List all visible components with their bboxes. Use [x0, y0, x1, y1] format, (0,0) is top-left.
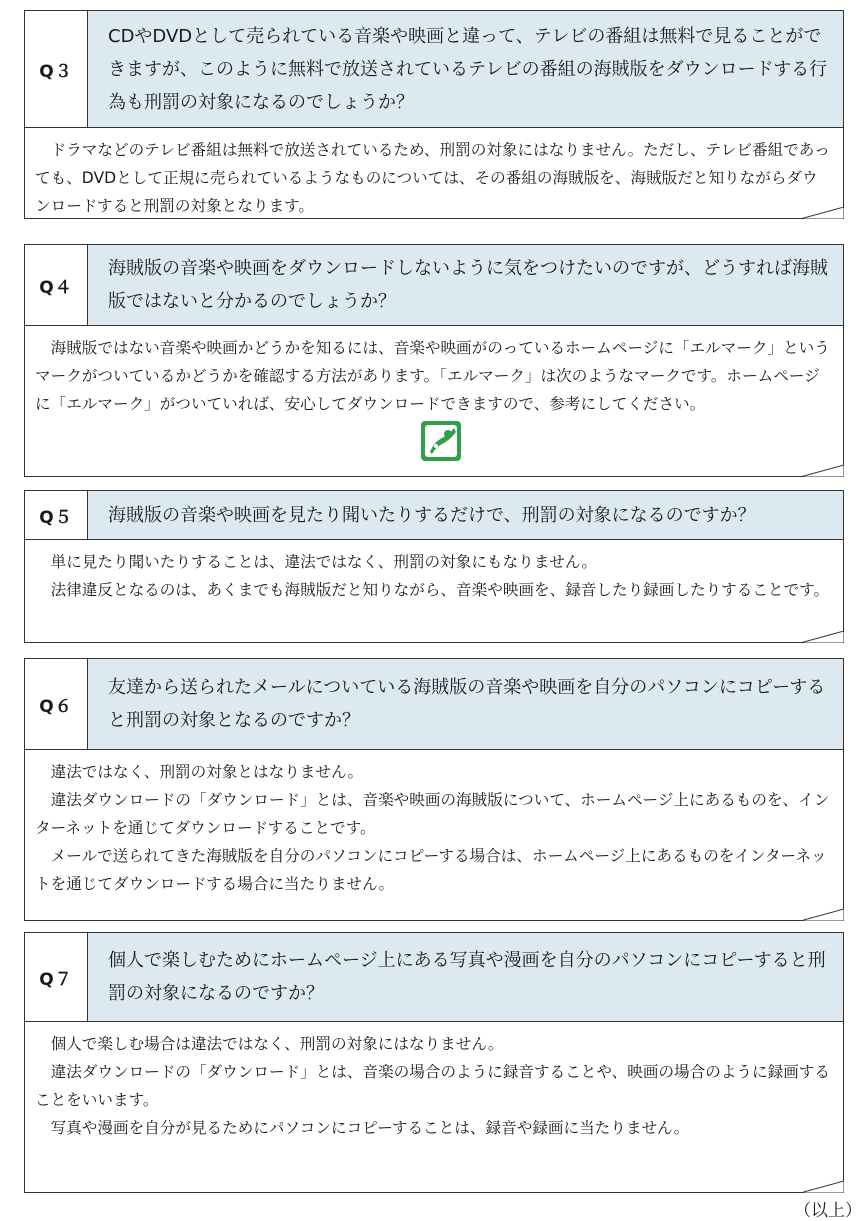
question-text: 個人で楽しむためにホームページ上にある写真や漫画を自分のパソコンにコピーすると刑罰の対象になるのですか？ — [88, 933, 843, 1021]
answer-paragraph: メールで送られてきた海賊版を自分のパソコンにコピーする場合は、ホームページ上にあるものをインターネットを通じてダウンロードする場合に当たりません。 — [35, 847, 827, 893]
question-number: Q３ — [25, 11, 88, 127]
answer-paragraph: ドラマなどのテレビ番組は無料で放送されているため、刑罰の対象にはなりません。ただし、テレビ番組であっても、DVDとして正規に売られているようなものについては、その番組の海賊版を、海賊版だと知りながらダウンロードすると刑罰の対象となります。 — [35, 141, 830, 215]
qa-q5 — [24, 490, 844, 643]
question-text: 友達から送られたメールについている海賊版の音楽や映画を自分のパソコンにコピーすると刑罰の対象となるのですか？ — [88, 659, 843, 749]
page-curl-icon — [800, 207, 844, 219]
question-row — [24, 658, 844, 750]
page-curl-icon — [800, 1181, 844, 1193]
answer-box — [24, 1022, 844, 1193]
answer-paragraph: 個人で楽しむ場合は違法ではなく、刑罰の対象にはなりません。 — [50, 1035, 504, 1053]
answer-paragraph: 写真や漫画を自分が見るためにパソコンにコピーすることは、録音や録画に当たりません。 — [50, 1119, 690, 1137]
question-number: Q６ — [25, 659, 88, 749]
answer-box — [24, 326, 844, 477]
answer-box — [24, 540, 844, 643]
answer-box — [24, 128, 844, 219]
page-curl-icon — [800, 631, 844, 643]
l-mark-icon — [420, 420, 462, 462]
question-text: 海賊版の音楽や映画を見たり聞いたりするだけで、刑罰の対象になるのですか？ — [88, 491, 843, 539]
question-row — [24, 932, 844, 1022]
page-curl-icon — [800, 909, 844, 921]
answer-paragraph: 違法ではなく、刑罰の対象とはなりません。 — [50, 763, 364, 781]
question-row — [24, 10, 844, 128]
answer-paragraph: 違法ダウンロードの「ダウンロード」とは、音楽の場合のように録音することや、映画の場合のように録画することをいいます。 — [35, 1063, 830, 1109]
answer-paragraph: 単に見たり聞いたりすることは、違法ではなく、刑罰の対象にもなりません。 — [50, 553, 597, 571]
qa-q3 — [24, 10, 844, 219]
answer-paragraph: 法律違反となるのは、あくまでも海賊版だと知りながら、音楽や映画を、録音したり録画したりすることです。 — [50, 581, 830, 599]
question-number: Q４ — [25, 245, 88, 325]
question-text: CDやDVDとして売られている音楽や映画と違って、テレビの番組は無料で見ることができますが、このように無料で放送されているテレビの番組の海賊版をダウンロードする行為も刑罰の対象になるのでしょうか？ — [88, 11, 843, 127]
qa-q4 — [24, 244, 844, 477]
answer-paragraph: 海賊版ではない音楽や映画かどうかを知るには、音楽や映画がのっているホームページに「エルマーク」というマークがついているかどうかを確認する方法があります。「エルマーク」は次のようなマークです。ホームページに「エルマーク」がついていれば、安心してダウンロードできますので、参考にしてください。 — [35, 339, 830, 413]
question-row — [24, 244, 844, 326]
qa-q7 — [24, 932, 844, 1193]
question-row — [24, 490, 844, 540]
question-number: Q７ — [25, 933, 88, 1021]
end-note: （以上） — [794, 1201, 862, 1221]
qa-q6 — [24, 658, 844, 921]
question-text: 海賊版の音楽や映画をダウンロードしないように気をつけたいのですが、どうすれば海賊版ではないと分かるのでしょうか？ — [88, 245, 843, 325]
page-curl-icon — [800, 465, 844, 477]
question-number: Q５ — [25, 491, 88, 539]
answer-box — [24, 750, 844, 921]
answer-paragraph: 違法ダウンロードの「ダウンロード」とは、音楽や映画の海賊版について、ホームページ上にあるものを、インターネットを通じてダウンロードすることです。 — [35, 791, 830, 837]
